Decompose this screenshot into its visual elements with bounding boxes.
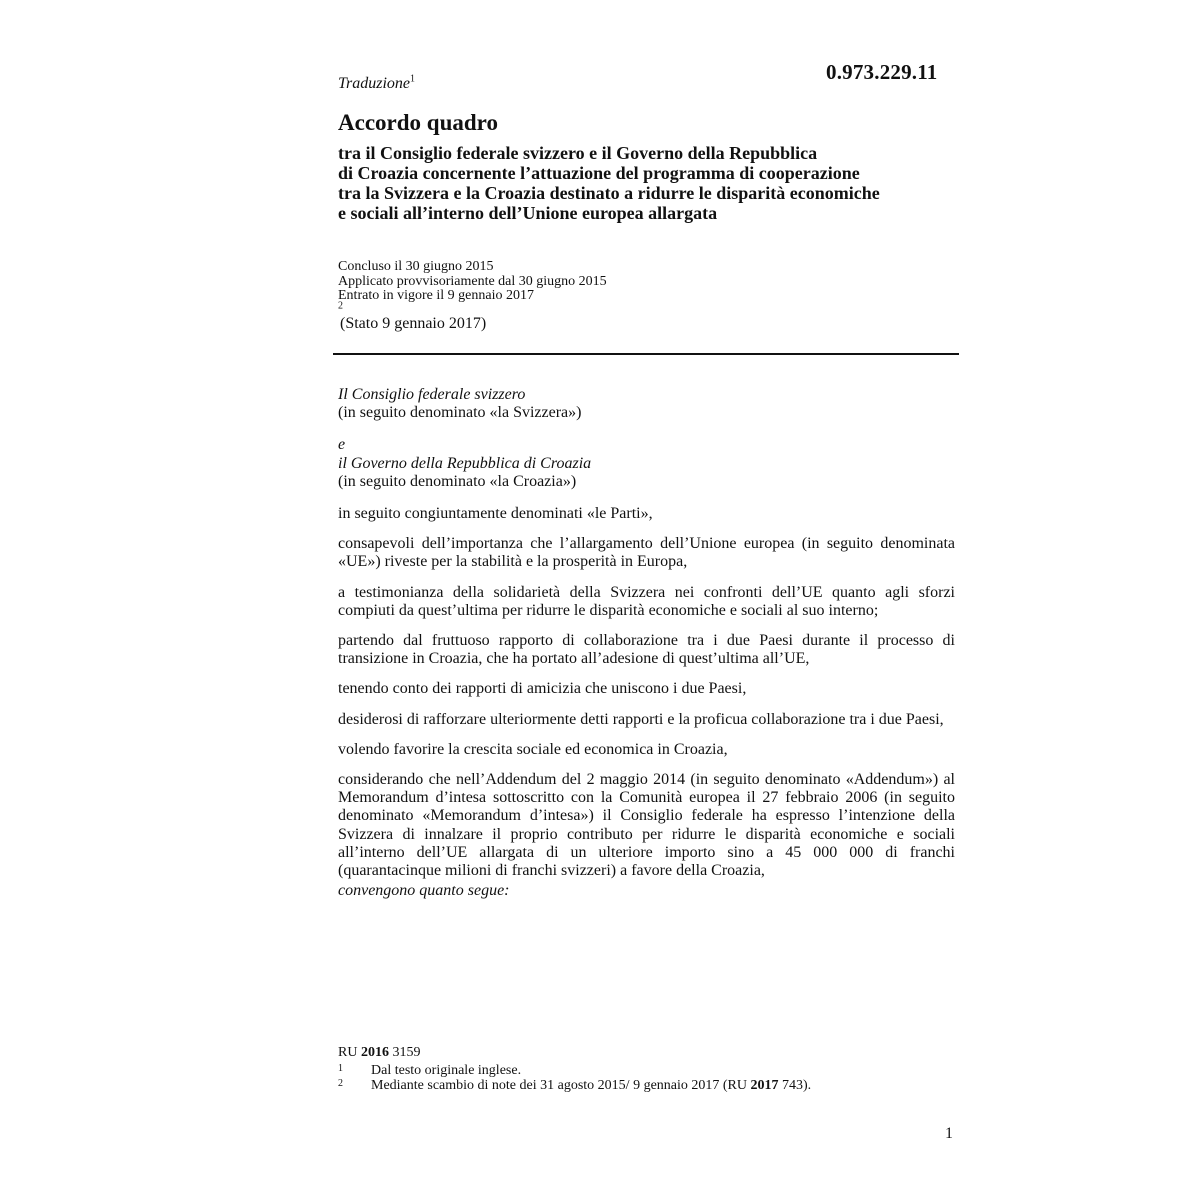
date-in-force [338,289,607,318]
footnote-text [371,1078,811,1093]
footnote-number: 2 [338,1078,343,1089]
jointly-named: in seguito congiuntamente denominati «le Parti», [338,505,653,523]
sr-number: 0.973.229.11 [826,60,938,84]
date-provisional: Applicato provvisoriamente dal 30 giugno 2015 [338,273,607,289]
party2-alias: (in seguito denominato «la Croazia») [338,472,577,490]
status-date: (Stato 9 gennaio 2017) [340,315,487,332]
ru-page: 3159 [392,1045,421,1060]
footnote-number: 1 [338,1063,343,1074]
ru-year: 2016 [360,1045,389,1060]
party1-alias: (in seguito denominato «la Svizzera») [338,404,582,422]
subtitle-line: di Croazia concernente l’attuazione del programma di cooperazione [338,163,860,183]
footnote-text: Dal testo originale inglese. [371,1063,522,1078]
preamble [338,386,955,912]
recital: consapevoli dell’importanza che l’allargamento dell’Unione europea (in seguito denominata «UE») riveste per la stabilità e la prosperità in Europa, [338,535,955,571]
subtitle-line: tra la Svizzera e la Croazia destinato a ridurre le disparità economiche [338,183,880,203]
recital: tenendo conto dei rapporti di amicizia che uniscono i due Paesi, [338,680,747,698]
date-concluded: Concluso il 30 giugno 2015 [338,259,494,274]
footnote-ref-2[interactable]: 2 [338,299,343,311]
translation-label [338,75,415,93]
recital: partendo dal fruttuoso rapporto di collaborazione tra i due Paesi durante il processo di transizione in Croazia, che ha portato all’adesione di quest’ultima all’UE, [338,632,955,668]
party2-name: il Governo della Repubblica di Croazia [338,454,592,472]
conjunction: e [338,436,346,454]
recital: desiderosi di rafforzare ulteriormente detti rapporti e la proficua collaborazione tra i due Paesi, [338,710,944,728]
footnote-text-before: Mediante scambio di note dei 31 agosto 2015/ 9 gennaio 2017 (RU [371,1078,747,1093]
subtitle-line: tra il Consiglio federale svizzero e il Governo della Repubblica [338,143,818,163]
party-croatia [338,436,955,491]
subtitle-line: e sociali all’interno dell’Unione europea allargata [338,203,718,223]
footnote-2 [338,1078,811,1093]
recital: volendo favorire la crescita sociale ed economica in Croazia, [338,740,728,758]
footnote-ru-year[interactable]: 2017 [750,1078,779,1093]
recital: considerando che nell’Addendum del 2 maggio 2014 (in seguito denominato «Addendum») al Memorandum d’intesa sottoscritto con la Comunità europea il 27 febbraio 2006 (in seguito denominato «Memorandum d’intesa») il Consiglio federale ha espresso l’intenzione della Svizzera di innalzare il proprio contributo per ridurre le disparità economiche e sociali all’interno dell’UE allargata di un ulteriore importo sino a 45 000 000 di franchi (quarantacinque milioni di franchi svizzeri) a favore della Croazia, [338,771,955,880]
party-swiss [338,386,955,422]
footnote-1 [338,1063,811,1078]
dates-block [338,260,607,318]
translation-text: Traduzione [338,75,411,92]
document-subtitle [338,143,968,223]
ru-prefix: RU [338,1045,358,1060]
ru-reference [338,1045,420,1061]
recital: a testimonianza della solidarietà della Svizzera nei confronti dell’UE quanto agli sforzi compiuti da quest’ultima per ridurre le disparità economiche e sociali al suo interno; [338,583,955,619]
document-title: Accordo quadro [338,110,498,135]
date-in-force-text: Entrato in vigore il 9 gennaio 2017 [338,288,534,303]
footnote-ref-1[interactable]: 1 [410,73,416,85]
footnote-text-after: 743). [782,1078,812,1093]
footnotes [338,1063,811,1093]
header-divider [333,353,959,355]
page-number: 1 [945,1125,953,1142]
closing-formula: convengono quanto segue: [338,882,510,900]
party1-name: Il Consiglio federale svizzero [338,386,526,403]
